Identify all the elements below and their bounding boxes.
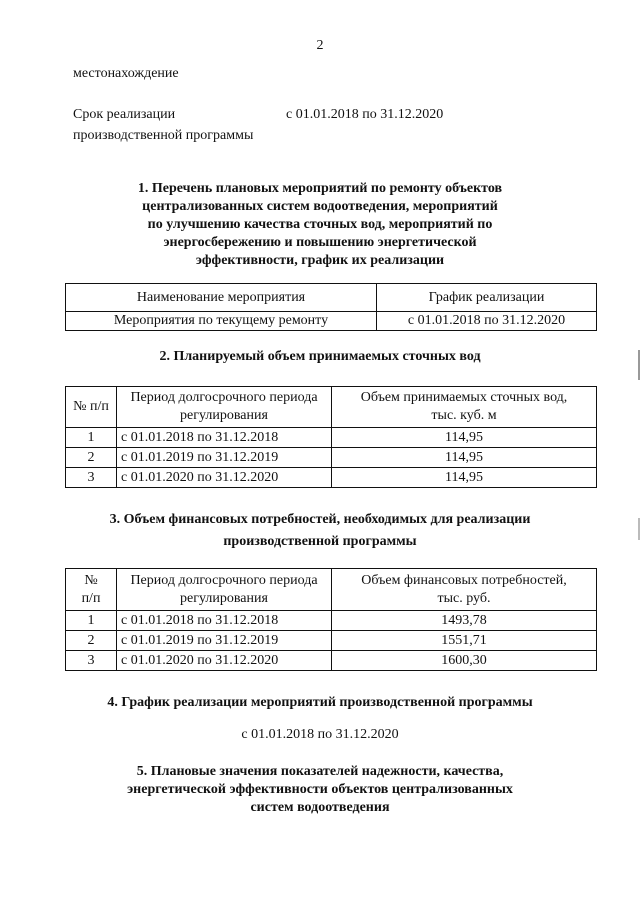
table-header-cell bbox=[117, 569, 332, 611]
table-row bbox=[66, 651, 597, 671]
section3-table bbox=[65, 568, 597, 671]
table-header-cell bbox=[66, 569, 117, 611]
header-line: п/п bbox=[81, 590, 101, 606]
section1-title-line: энергосбережению и повышению энергетической bbox=[163, 235, 477, 250]
table-row bbox=[66, 631, 597, 651]
table-header-row bbox=[66, 387, 597, 428]
section1-table bbox=[65, 283, 597, 331]
section3-title-line: 3. Объем финансовых потребностей, необходимых для реализации bbox=[109, 512, 531, 527]
section3-title-line: производственной программы bbox=[223, 534, 417, 549]
section2-table bbox=[65, 386, 597, 488]
table-cell: 1 bbox=[66, 611, 117, 631]
table-header-cell: График реализации bbox=[377, 284, 597, 312]
table-cell: 114,95 bbox=[332, 468, 597, 488]
section4-title: 4. График реализации мероприятий производственной программы bbox=[107, 695, 533, 710]
table-cell: 3 bbox=[66, 651, 117, 671]
section4-value: с 01.01.2018 по 31.12.2020 bbox=[241, 727, 399, 742]
table-cell: с 01.01.2018 по 31.12.2020 bbox=[377, 312, 597, 331]
table-row bbox=[66, 448, 597, 468]
table-header-cell: № п/п bbox=[66, 387, 117, 428]
section5-title-line: систем водоотведения bbox=[250, 800, 390, 815]
header-line: Объем принимаемых сточных вод, bbox=[360, 390, 568, 405]
table-cell: 114,95 bbox=[332, 448, 597, 468]
table-row bbox=[66, 468, 597, 488]
header-line: Период долгосрочного периода bbox=[130, 572, 318, 588]
table-cell: Мероприятия по текущему ремонту bbox=[66, 312, 377, 331]
table-cell: с 01.01.2019 по 31.12.2019 bbox=[117, 631, 332, 651]
table-row bbox=[66, 611, 597, 631]
table-cell: с 01.01.2019 по 31.12.2019 bbox=[117, 448, 332, 468]
table-cell: с 01.01.2018 по 31.12.2018 bbox=[117, 428, 332, 448]
table-cell: 1600,30 bbox=[332, 651, 597, 671]
table-header-row bbox=[66, 569, 597, 611]
section2-title: 2. Планируемый объем принимаемых сточных вод bbox=[159, 349, 481, 364]
table-cell: 2 bbox=[66, 448, 117, 468]
table-cell: 1 bbox=[66, 428, 117, 448]
table-cell: 1493,78 bbox=[332, 611, 597, 631]
table-cell: с 01.01.2018 по 31.12.2018 bbox=[117, 611, 332, 631]
header-line: регулирования bbox=[180, 590, 268, 606]
section5-title bbox=[0, 763, 640, 817]
table-header-cell bbox=[332, 387, 597, 428]
table-header-cell bbox=[332, 569, 597, 611]
header-line: Период долгосрочного периода bbox=[130, 390, 318, 405]
header-line: тыс. куб. м bbox=[431, 408, 497, 423]
table-cell: 2 bbox=[66, 631, 117, 651]
table-cell: с 01.01.2020 по 31.12.2020 bbox=[117, 468, 332, 488]
header-line: № bbox=[84, 572, 98, 588]
table-header-cell bbox=[117, 387, 332, 428]
term-label-line1: Срок реализации bbox=[73, 107, 176, 122]
section1-title bbox=[0, 180, 640, 270]
section5-title-line: энергетической эффективности объектов централизованных bbox=[127, 782, 513, 797]
term-label-line2: производственной программы bbox=[73, 128, 254, 143]
table-header-cell: Наименование мероприятия bbox=[66, 284, 377, 312]
table-cell: 114,95 bbox=[332, 428, 597, 448]
section5-title-line: 5. Плановые значения показателей надежности, качества, bbox=[136, 764, 504, 779]
table-cell: 3 bbox=[66, 468, 117, 488]
header-line: тыс. руб. bbox=[437, 590, 491, 606]
table-header-row bbox=[66, 284, 597, 312]
section1-title-line: централизованных систем водоотведения, мероприятий bbox=[142, 199, 498, 214]
section1-title-line: по улучшению качества сточных вод, мероприятий по bbox=[147, 217, 493, 232]
table-cell: 1551,71 bbox=[332, 631, 597, 651]
header-line: Объем финансовых потребностей, bbox=[361, 572, 567, 588]
table-row bbox=[66, 428, 597, 448]
table-row bbox=[66, 312, 597, 331]
term-value: с 01.01.2018 по 31.12.2020 bbox=[286, 107, 444, 122]
location-label: местонахождение bbox=[73, 66, 179, 81]
section3-title bbox=[0, 511, 640, 551]
header-line: регулирования bbox=[180, 408, 268, 423]
table-cell: с 01.01.2020 по 31.12.2020 bbox=[117, 651, 332, 671]
section1-title-line: эффективности, график их реализации bbox=[195, 253, 445, 268]
section1-title-line: 1. Перечень плановых мероприятий по ремонту объектов bbox=[137, 181, 503, 196]
page-number: 2 bbox=[316, 38, 324, 53]
